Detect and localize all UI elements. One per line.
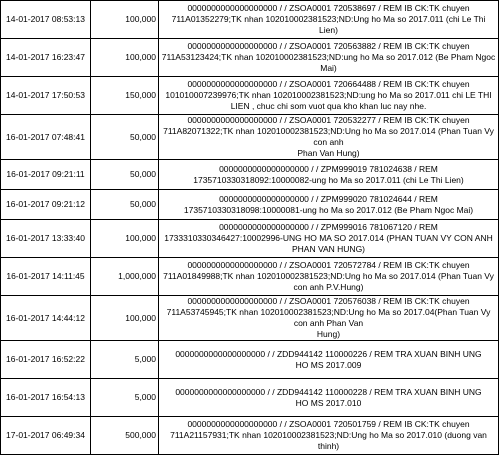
transaction-datetime: 16-01-2017 07:48:41 bbox=[1, 115, 91, 160]
description-line: Mai) bbox=[320, 63, 337, 73]
description-line: 0000000000000000000 / / ZSOA0001 720501759 / REM IB CK:TK chuyen bbox=[187, 419, 470, 429]
description-line: 101010007239976;TK nhan 102010002381523;ND:ung ho Ma so 2017.011 chi LE THI bbox=[165, 90, 492, 100]
transaction-amount: 5,000 bbox=[91, 341, 159, 379]
transaction-amount: 500,000 bbox=[91, 417, 159, 455]
transaction-amount: 5,000 bbox=[91, 379, 159, 417]
transaction-description bbox=[159, 258, 499, 296]
transaction-description bbox=[159, 160, 499, 190]
transaction-datetime: 16-01-2017 09:21:12 bbox=[1, 190, 91, 220]
description-line: LIEN , chuc chi som vuot qua kho khan luc nay nhe. bbox=[230, 101, 427, 111]
description-line: 0000000000000000000 / / ZPM999019 781024638 / REM bbox=[219, 163, 438, 174]
transaction-description bbox=[159, 417, 499, 455]
table-row bbox=[1, 39, 499, 77]
description-line: 0000000000000000000 / / ZDD944142 110000226 / REM TRA XUAN BINH UNG bbox=[175, 348, 482, 359]
transaction-datetime: 16-01-2017 16:54:13 bbox=[1, 379, 91, 417]
transaction-amount: 100,000 bbox=[91, 220, 159, 258]
transaction-datetime: 16-01-2017 14:11:45 bbox=[1, 258, 91, 296]
description-line: 711A21157931;TK nhan 102010002381523;ND:Ung ho Ma so 2017.010 (duong van thinh) bbox=[170, 430, 487, 451]
description-line: 0000000000000000000 / / ZSOA0001 720664488 / REM IB CK:TK chuyen bbox=[187, 79, 470, 89]
table-row bbox=[1, 115, 499, 160]
description-line: 1735710330318098:10000081-ung ho Ma so 2017.012 (Be Pham Ngoc Mai) bbox=[183, 204, 474, 215]
table-row bbox=[1, 417, 499, 455]
table-row bbox=[1, 296, 499, 341]
transaction-datetime: 14-01-2017 08:53:13 bbox=[1, 1, 91, 39]
transaction-description bbox=[159, 220, 499, 258]
table-row bbox=[1, 77, 499, 115]
description-line: Phan Van Hung) bbox=[297, 148, 360, 158]
description-line: con anh P.V.Hung) bbox=[293, 282, 364, 292]
transaction-description bbox=[159, 379, 499, 417]
description-line: HO MS 2017.010 bbox=[295, 397, 362, 408]
description-line: 1735710330318092:10000082-ung ho Ma so 2017.011 (chi Le Thi Lien) bbox=[193, 174, 464, 185]
table-row bbox=[1, 341, 499, 379]
description-line: 0000000000000000000 / / ZDD944142 110000228 / REM TRA XUAN BINH UNG bbox=[175, 386, 482, 397]
transaction-datetime: 16-01-2017 09:21:11 bbox=[1, 160, 91, 190]
transaction-description bbox=[159, 341, 499, 379]
description-line: Hung) bbox=[316, 329, 341, 339]
transaction-description bbox=[159, 1, 499, 39]
transaction-amount: 1,000,000 bbox=[91, 258, 159, 296]
transaction-amount: 50,000 bbox=[91, 115, 159, 160]
description-line: 0000000000000000000 / / ZSOA0001 720563882 / REM IB CK:TK chuyen bbox=[187, 41, 470, 51]
table-row bbox=[1, 220, 499, 258]
transaction-amount: 100,000 bbox=[91, 1, 159, 39]
transaction-datetime: 17-01-2017 06:49:34 bbox=[1, 417, 91, 455]
transaction-datetime: 14-01-2017 16:23:47 bbox=[1, 39, 91, 77]
table-row bbox=[1, 160, 499, 190]
table-row bbox=[1, 379, 499, 417]
description-line: PHAN VAN HUNG) bbox=[291, 244, 366, 254]
description-line: 0000000000000000000 / / ZPM999020 781024644 / REM bbox=[219, 193, 438, 204]
description-line: 711A82071322;TK nhan 102010002381523;ND:Ung ho Ma so 2017.014 (Phan Tuan Vy con anh bbox=[163, 126, 494, 147]
description-line: 0000000000000000000 / / ZSOA0001 720538697 / REM IB CK:TK chuyen bbox=[187, 3, 470, 13]
transaction-datetime: 16-01-2017 13:33:40 bbox=[1, 220, 91, 258]
description-line: 1733310330346427:10002996-UNG HO MA SO 2017.014 (PHAN TUAN VY CON ANH bbox=[164, 233, 493, 243]
description-line: 0000000000000000000 / / ZSOA0001 720576038 / REM IB CK:TK chuyen bbox=[187, 296, 470, 306]
table-row bbox=[1, 1, 499, 39]
transaction-amount: 50,000 bbox=[91, 190, 159, 220]
description-line: 0000000000000000000 / / ZSOA0001 720532277 / REM IB CK:TK chuyen bbox=[187, 115, 470, 125]
transaction-table-body bbox=[1, 1, 499, 455]
transaction-amount: 100,000 bbox=[91, 39, 159, 77]
transaction-amount: 100,000 bbox=[91, 296, 159, 341]
transaction-description bbox=[159, 39, 499, 77]
transaction-amount: 150,000 bbox=[91, 77, 159, 115]
transaction-description bbox=[159, 77, 499, 115]
table-row bbox=[1, 258, 499, 296]
transaction-datetime: 16-01-2017 14:44:12 bbox=[1, 296, 91, 341]
transaction-amount: 50,000 bbox=[91, 160, 159, 190]
transaction-datetime: 14-01-2017 17:50:53 bbox=[1, 77, 91, 115]
table-row bbox=[1, 190, 499, 220]
transaction-description bbox=[159, 190, 499, 220]
description-line: 711A53123424;TK nhan 102010002381523;ND:ung ho Ma so 2017.012 (Be Pham Ngoc bbox=[161, 52, 496, 62]
description-line: HO MS 2017.009 bbox=[295, 359, 362, 370]
description-line: 711A53745945;TK nhan 102010002381523;ND:Ung ho Ma so 2017.04(Phan Tuan Vy con anh Phan Van bbox=[166, 307, 491, 328]
transaction-description bbox=[159, 296, 499, 341]
description-line: 711A01849988;TK nhan 102010002381523;ND:Ung ho Ma so 2017.014 (Phan Tuan Vy bbox=[163, 271, 494, 281]
transaction-datetime: 16-01-2017 16:52:22 bbox=[1, 341, 91, 379]
description-line: 711A01352279;TK nhan 102010002381523;ND:Ung ho Ma so 2017.011 (chi Le Thi Lien) bbox=[171, 14, 486, 35]
transaction-description bbox=[159, 115, 499, 160]
description-line: 0000000000000000000 / / ZSOA0001 720572784 / REM IB CK:TK chuyen bbox=[187, 260, 470, 270]
description-line: 0000000000000000000 / / ZPM999016 781067120 / REM bbox=[219, 222, 438, 232]
